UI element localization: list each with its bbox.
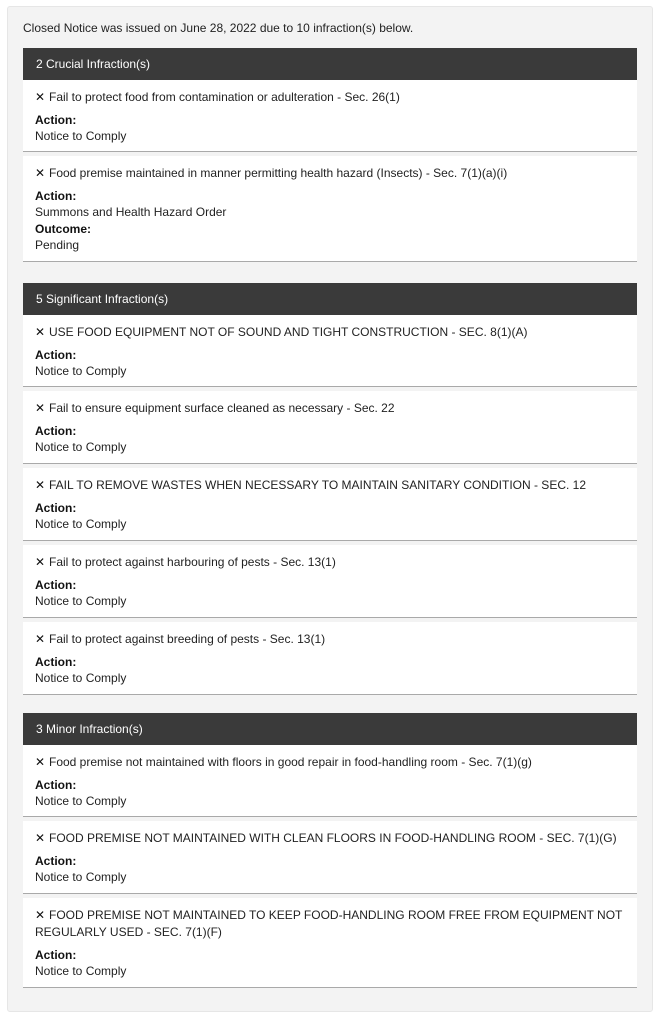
infraction-item xyxy=(23,464,637,541)
action-value: Notice to Comply xyxy=(35,129,127,143)
infraction-description: Food premise not maintained with floors in good repair in food-handling room - Sec. 7(1)(g) xyxy=(49,755,532,769)
infraction-item xyxy=(23,387,637,464)
infraction-item xyxy=(23,315,637,387)
action-label: Action: xyxy=(35,189,77,203)
infraction-item xyxy=(23,152,637,262)
infraction-item xyxy=(23,541,637,618)
action-value: Summons and Health Hazard Order xyxy=(35,205,227,219)
infractions-panel xyxy=(7,6,653,1012)
infraction-description: FAIL TO REMOVE WASTES WHEN NECESSARY TO MAINTAIN SANITARY CONDITION - SEC. 12 xyxy=(49,478,586,492)
infraction-item xyxy=(23,80,637,152)
action-label: Action: xyxy=(35,501,77,515)
infraction-item xyxy=(23,618,637,695)
group-header: 3 Minor Infraction(s) xyxy=(23,713,637,745)
infraction-item xyxy=(23,817,637,894)
minor-infractions-group xyxy=(23,713,637,988)
action-label: Action: xyxy=(35,424,77,438)
action-value: Notice to Comply xyxy=(35,964,127,978)
outcome-value: Pending xyxy=(35,238,80,252)
notice-summary: Closed Notice was issued on June 28, 2022 due to 10 infraction(s) below. xyxy=(23,21,414,35)
close-icon: ✕ xyxy=(35,555,46,569)
close-icon: ✕ xyxy=(35,478,46,492)
infraction-description: Fail to protect against breeding of pests - Sec. 13(1) xyxy=(49,632,326,646)
action-value: Notice to Comply xyxy=(35,794,127,808)
action-label: Action: xyxy=(35,948,77,962)
infraction-item xyxy=(23,745,637,817)
infraction-description: FOOD PREMISE NOT MAINTAINED TO KEEP FOOD-HANDLING ROOM FREE FROM EQUIPMENT NOT REGULARLY USED - SEC. 7(1)(F) xyxy=(35,908,623,939)
outcome-label: Outcome: xyxy=(35,222,92,236)
action-value: Notice to Comply xyxy=(35,364,127,378)
close-icon: ✕ xyxy=(35,755,46,769)
close-icon: ✕ xyxy=(35,908,46,922)
action-value: Notice to Comply xyxy=(35,594,127,608)
infraction-description: FOOD PREMISE NOT MAINTAINED WITH CLEAN FLOORS IN FOOD-HANDLING ROOM - SEC. 7(1)(G) xyxy=(49,831,617,845)
close-icon: ✕ xyxy=(35,632,46,646)
action-value: Notice to Comply xyxy=(35,870,127,884)
action-label: Action: xyxy=(35,655,77,669)
action-label: Action: xyxy=(35,854,77,868)
significant-infractions-group xyxy=(23,283,637,695)
action-value: Notice to Comply xyxy=(35,517,127,531)
action-label: Action: xyxy=(35,113,77,127)
close-icon: ✕ xyxy=(35,325,46,339)
close-icon: ✕ xyxy=(35,166,46,180)
action-value: Notice to Comply xyxy=(35,671,127,685)
infraction-description: Fail to protect food from contamination or adulteration - Sec. 26(1) xyxy=(49,90,400,104)
action-label: Action: xyxy=(35,778,77,792)
infraction-description: Food premise maintained in manner permitting health hazard (Insects) - Sec. 7(1)(a)(i) xyxy=(49,166,508,180)
close-icon: ✕ xyxy=(35,831,46,845)
action-value: Notice to Comply xyxy=(35,440,127,454)
infraction-description: Fail to protect against harbouring of pests - Sec. 13(1) xyxy=(49,555,336,569)
group-header: 2 Crucial Infraction(s) xyxy=(23,48,637,80)
infraction-description: USE FOOD EQUIPMENT NOT OF SOUND AND TIGHT CONSTRUCTION - SEC. 8(1)(A) xyxy=(49,325,528,339)
infraction-item xyxy=(23,894,637,988)
crucial-infractions-group xyxy=(23,48,637,262)
close-icon: ✕ xyxy=(35,90,46,104)
close-icon: ✕ xyxy=(35,401,46,415)
action-label: Action: xyxy=(35,578,77,592)
infraction-description: Fail to ensure equipment surface cleaned as necessary - Sec. 22 xyxy=(49,401,395,415)
group-header: 5 Significant Infraction(s) xyxy=(23,283,637,315)
action-label: Action: xyxy=(35,348,77,362)
